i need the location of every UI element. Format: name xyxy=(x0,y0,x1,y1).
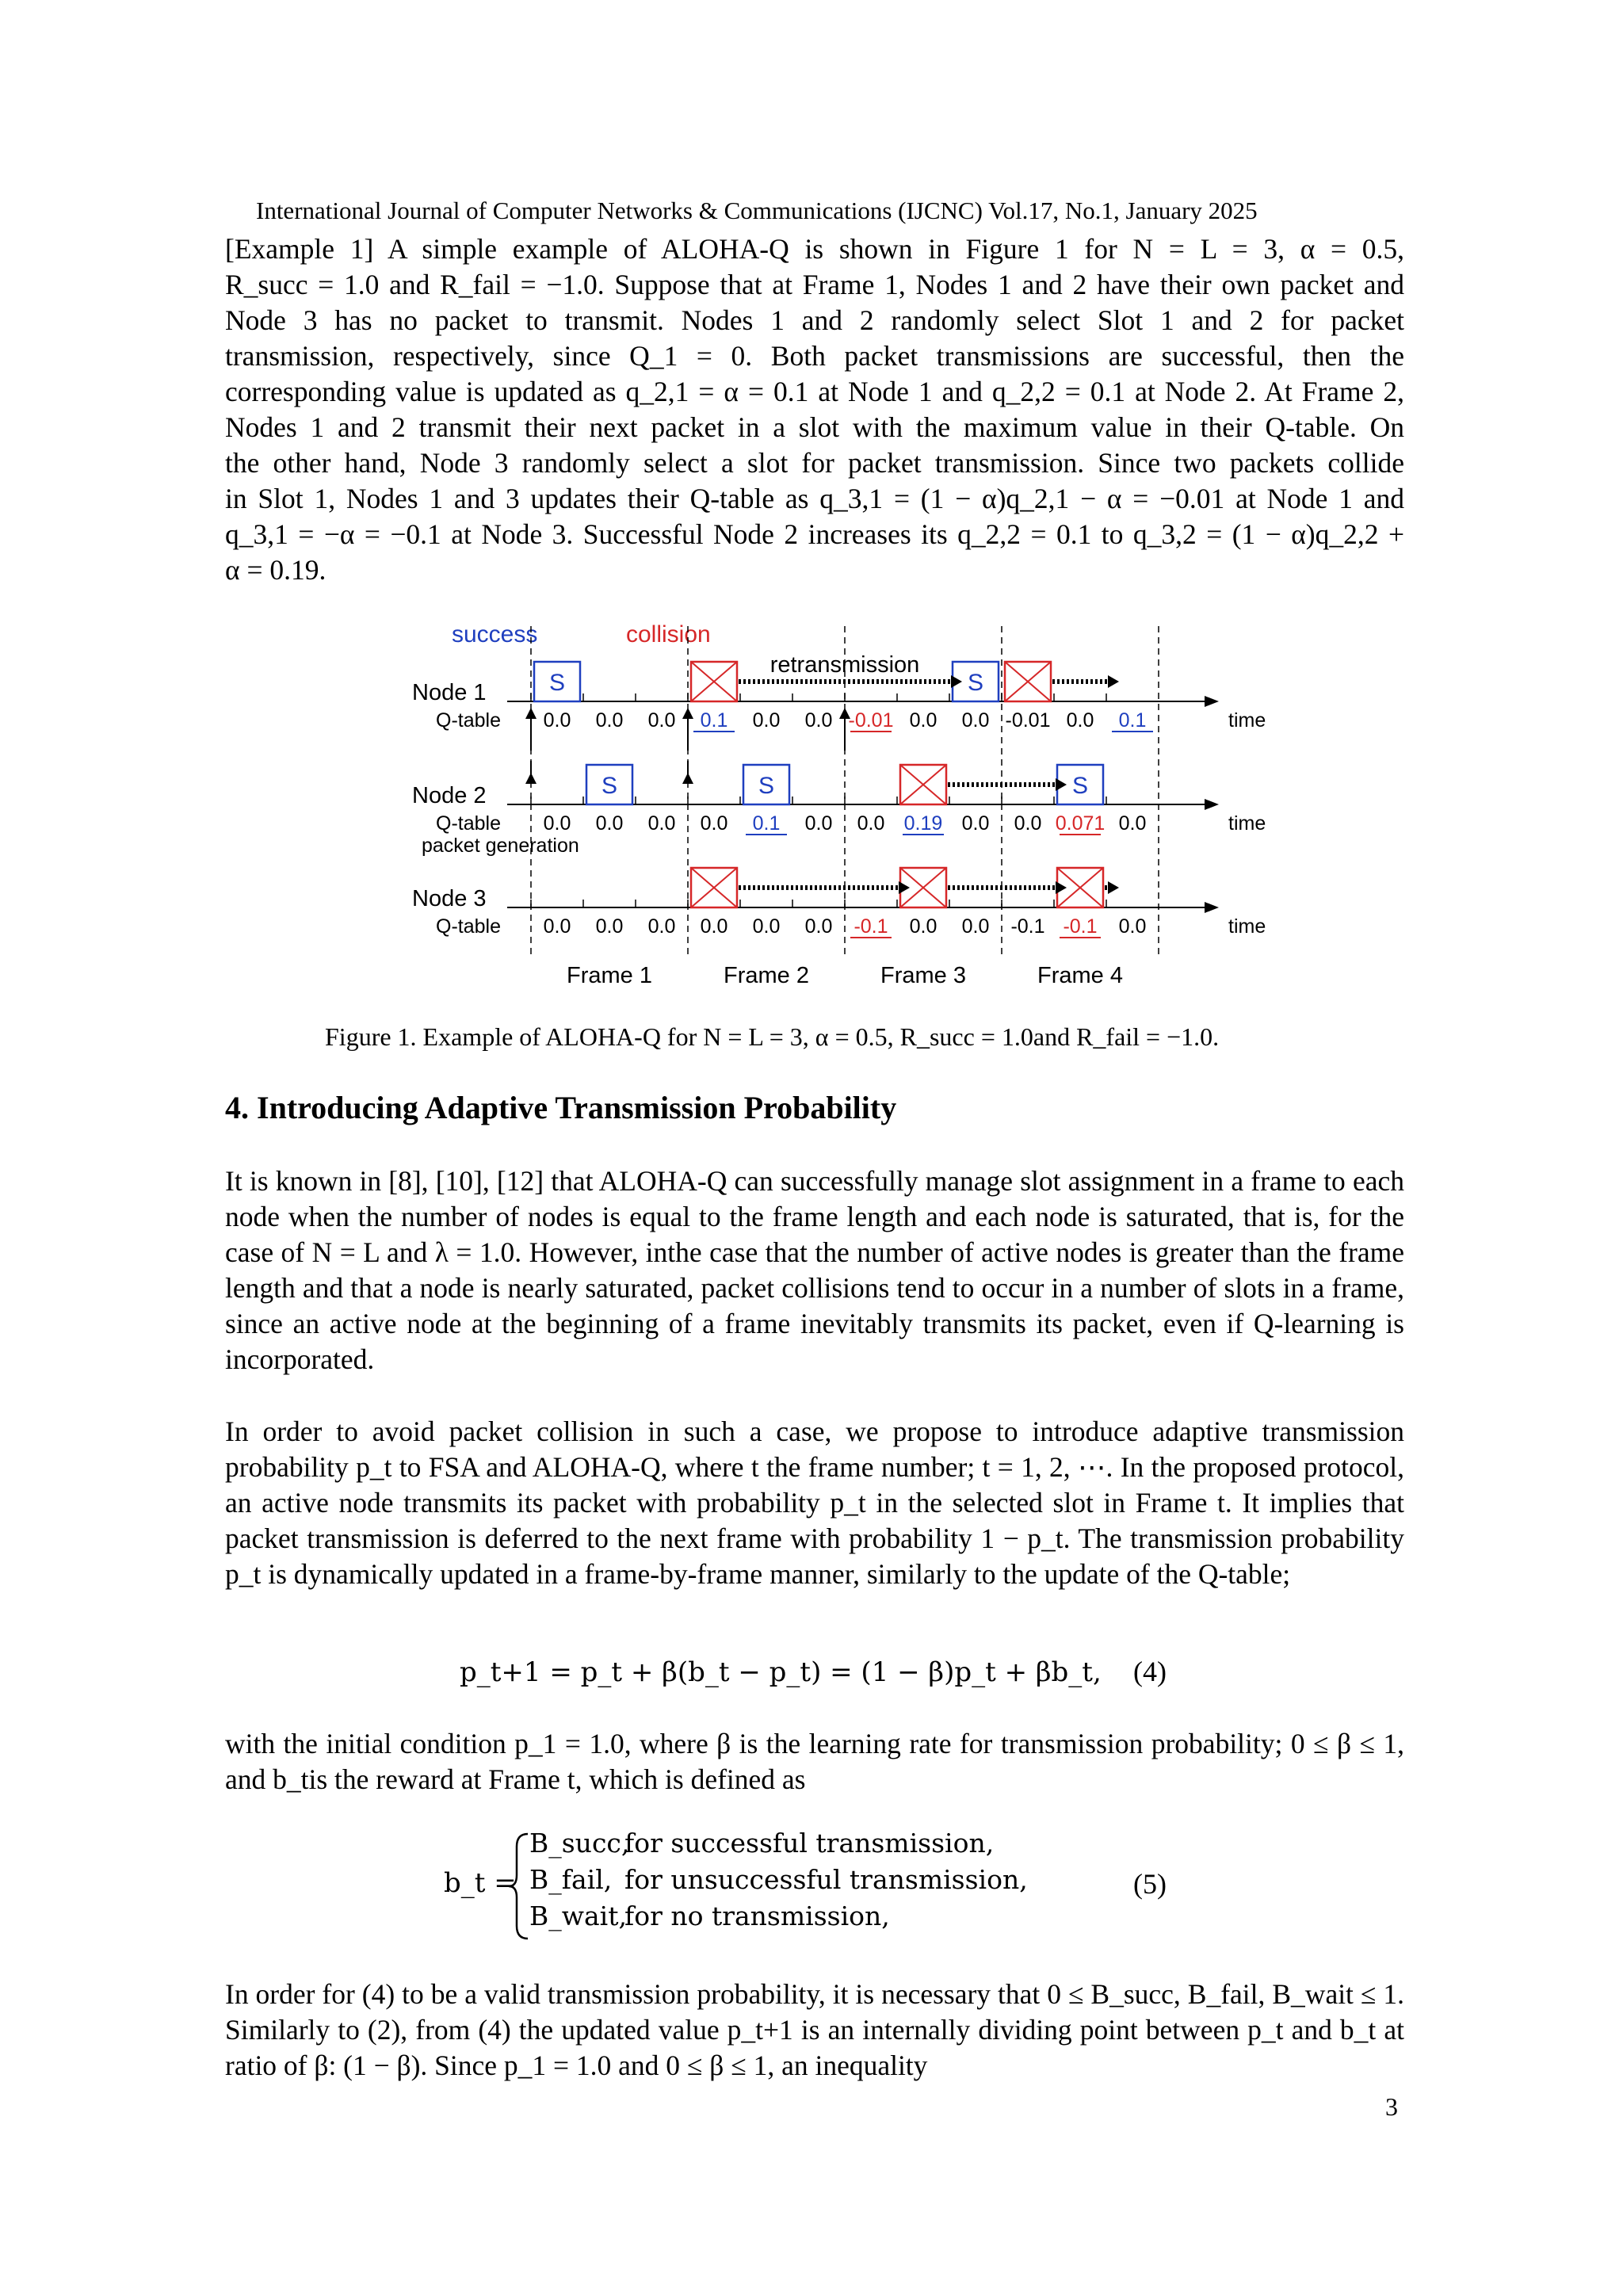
page-header: International Journal of Computer Networks & Communications (IJCNC) Vol.17, No.1, January 2025 xyxy=(256,197,1258,224)
example-line: R_succ = 1.0 and R_fail = −1.0. Suppose that at Frame 1, Nodes 1 and 2 have their own packet and xyxy=(225,269,1404,300)
section-number: 4. xyxy=(225,1090,249,1125)
qtable-value: 0.0 xyxy=(543,812,571,835)
time-axis-arrow xyxy=(1205,696,1219,707)
node-label: Node 3 xyxy=(412,886,487,911)
equation-4: p_t+1 = p_t + β(b_t − p_t) = (1 − β)p_t + βb_t, xyxy=(460,1656,1102,1688)
qtable-value: 0.0 xyxy=(804,812,833,835)
qtable-value: 0.0 xyxy=(752,709,781,732)
qtable-label: Q-table xyxy=(436,915,501,938)
case-condition: for successful transmission, xyxy=(624,1828,995,1859)
example-line: transmission, respectively, since Q_1 = 0. Both packet transmissions are successful, then the xyxy=(225,340,1404,372)
paragraph-2: In order to avoid packet collision in such a case, we propose to introduce adaptive transmission probability p_t to FSA and ALOHA-Q, where t the frame number; t = 1, 2, ⋯. In the proposed protocol, an active node transmits its packet with probability p_t in the selected slot in Frame t. It implies that packet transmission is deferred to the next frame with probability 1 − p_t. The transmission probability p_t is dynamically updated in a frame-by-frame manner, similarly to the update of the Q-table; xyxy=(225,1415,1404,1590)
qtable-value: 0.071 xyxy=(1055,812,1106,835)
example-paragraph xyxy=(225,231,1404,588)
qtable-value: 0.0 xyxy=(700,915,728,938)
qtable-value: 0.1 xyxy=(752,812,781,835)
packet-generation-arrow xyxy=(525,708,537,719)
equation-5-case xyxy=(529,1864,1028,1895)
qtable-value: 0.0 xyxy=(1118,812,1147,835)
qtable-value: 0.0 xyxy=(752,915,781,938)
time-axis-arrow xyxy=(1205,902,1219,913)
packet-generation-label: packet generation xyxy=(422,835,579,857)
case-value: B_succ, xyxy=(529,1828,630,1859)
figure-caption: Figure 1. Example of ALOHA-Q for N = L = 3, α = 0.5, R_succ = 1.0and R_fail = −1.0. xyxy=(325,1022,1220,1051)
packet-generation-arrow xyxy=(525,773,537,784)
page-number: 3 xyxy=(1385,2092,1398,2121)
qtable-value: -0.01 xyxy=(1005,709,1051,732)
qtable-value: -0.1 xyxy=(854,915,888,938)
frame-label: Frame 2 xyxy=(724,963,809,988)
qtable-value: 0.0 xyxy=(961,915,990,938)
example-line: corresponding value is updated as q_2,1 = α = 0.1 at Node 1 and q_2,2 = 0.1 at Node 2. At Frame 2, xyxy=(225,376,1404,407)
section-title-text: Introducing Adaptive Transmission Probability xyxy=(257,1090,897,1125)
equation-5-case xyxy=(529,1828,994,1859)
case-value: B_fail, xyxy=(529,1864,613,1895)
qtable-value: 0.0 xyxy=(909,915,938,938)
example-line: Nodes 1 and 2 transmit their next packet in a slot with the maximum value in their Q-table. On xyxy=(225,411,1404,443)
case-condition: for no transmission, xyxy=(624,1901,890,1931)
qtable-value: 0.0 xyxy=(700,812,728,835)
qtable-label: Q-table xyxy=(436,812,501,835)
qtable-value: 0.0 xyxy=(909,709,938,732)
qtable-value: 0.0 xyxy=(543,709,571,732)
qtable-value: 0.0 xyxy=(647,812,676,835)
packet-generation-arrow xyxy=(682,708,693,719)
qtable-value: 0.0 xyxy=(647,915,676,938)
case-condition: for unsuccessful transmission, xyxy=(624,1864,1028,1895)
success-slot-label: S xyxy=(758,773,775,799)
equation-5-brace xyxy=(507,1831,531,1942)
legend-collision: collision xyxy=(626,621,711,648)
frame-label: Frame 3 xyxy=(880,963,966,988)
success-slot-label: S xyxy=(548,670,566,696)
time-label: time xyxy=(1228,915,1266,938)
qtable-value: 0.0 xyxy=(961,709,990,732)
qtable-value: 0.0 xyxy=(595,709,624,732)
qtable-value: 0.0 xyxy=(857,812,885,835)
equation-5-case xyxy=(529,1901,890,1931)
qtable-value: 0.0 xyxy=(804,709,833,732)
legend-success: success xyxy=(452,621,538,648)
example-line: q_3,1 = −α = −0.1 at Node 3. Successful Node 2 increases its q_2,2 = 0.1 to q_3,2 = (1 − α)q_2,2 + xyxy=(225,518,1404,550)
qtable-value: -0.1 xyxy=(1063,915,1098,938)
success-slot-label: S xyxy=(601,773,618,799)
qtable-value: -0.1 xyxy=(1010,915,1045,938)
paragraph-4: In order for (4) to be a valid transmission probability, it is necessary that 0 ≤ B_succ, B_fail, B_wait ≤ 1. Similarly to (2), from (4) the updated value p_t+1 is an internally dividing point between p_t and b_t at ratio of β: (1 − β). Since p_1 = 1.0 and 0 ≤ β ≤ 1, an inequality xyxy=(225,1978,1404,2081)
qtable-value: 0.1 xyxy=(700,709,728,732)
success-slot-label: S xyxy=(1071,773,1089,799)
retransmission-label: retransmission xyxy=(769,652,920,678)
equation-5-number: (5) xyxy=(1133,1868,1167,1900)
section-heading xyxy=(225,1089,896,1126)
qtable-value: 0.0 xyxy=(804,915,833,938)
qtable-value: 0.19 xyxy=(903,812,943,835)
figure-1-timing-diagram xyxy=(404,618,1355,991)
example-line: in Slot 1, Nodes 1 and 3 updates their Q-table as q_3,1 = (1 − α)q_2,1 − α = −0.01 at Node 1 and xyxy=(225,483,1404,514)
success-slot-label: S xyxy=(967,670,984,696)
equation-5-lhs: b_t = xyxy=(444,1867,517,1899)
frame-label: Frame 1 xyxy=(567,963,652,988)
example-line: [Example 1] A simple example of ALOHA-Q is shown in Figure 1 for N = L = 3, α = 0.5, xyxy=(225,233,1404,265)
time-axis-arrow xyxy=(1205,799,1219,810)
frame-label: Frame 4 xyxy=(1037,963,1123,988)
example-line: α = 0.19. xyxy=(225,554,327,586)
qtable-value: 0.0 xyxy=(647,709,676,732)
retransmission-arrowhead xyxy=(1108,675,1119,688)
qtable-value: 0.0 xyxy=(961,812,990,835)
paragraph-1: It is known in [8], [10], [12] that ALOHA-Q can successfully manage slot assignment in a frame to each node when the number of nodes is equal to the frame length and each node is saturated, that is, for the case of N = L and λ = 1.0. However, inthe case that the number of active nodes is greater than the frame length and that a node is nearly saturated, packet collisions tend to occur in a number of slots in a frame, since an active node at the beginning of a frame inevitably transmits its packet, even if Q-learning is incorporated. xyxy=(225,1165,1404,1375)
qtable-value: 0.0 xyxy=(1066,709,1094,732)
example-line: Node 3 has no packet to transmit. Nodes 1 and 2 randomly select Slot 1 and 2 for packet xyxy=(225,304,1404,336)
qtable-label: Q-table xyxy=(436,709,501,732)
time-label: time xyxy=(1228,709,1266,732)
qtable-value: 0.0 xyxy=(543,915,571,938)
node-label: Node 2 xyxy=(412,783,487,808)
packet-generation-arrow xyxy=(682,773,693,784)
retransmission-arrowhead xyxy=(1108,881,1119,894)
equation-4-number: (4) xyxy=(1133,1656,1167,1687)
paragraph-3: with the initial condition p_1 = 1.0, where β is the learning rate for transmission probability; 0 ≤ β ≤ 1, and b_tis the reward at Frame t, which is defined as xyxy=(225,1728,1404,1795)
case-value: B_wait, xyxy=(529,1901,627,1931)
time-label: time xyxy=(1228,812,1266,835)
qtable-value: 0.1 xyxy=(1118,709,1147,732)
qtable-value: 0.0 xyxy=(1014,812,1042,835)
qtable-value: -0.01 xyxy=(848,709,894,732)
qtable-value: 0.0 xyxy=(595,812,624,835)
example-line: the other hand, Node 3 randomly select a slot for packet transmission. Since two packets collide xyxy=(225,447,1404,479)
qtable-value: 0.0 xyxy=(1118,915,1147,938)
qtable-value: 0.0 xyxy=(595,915,624,938)
node-label: Node 1 xyxy=(412,680,487,705)
